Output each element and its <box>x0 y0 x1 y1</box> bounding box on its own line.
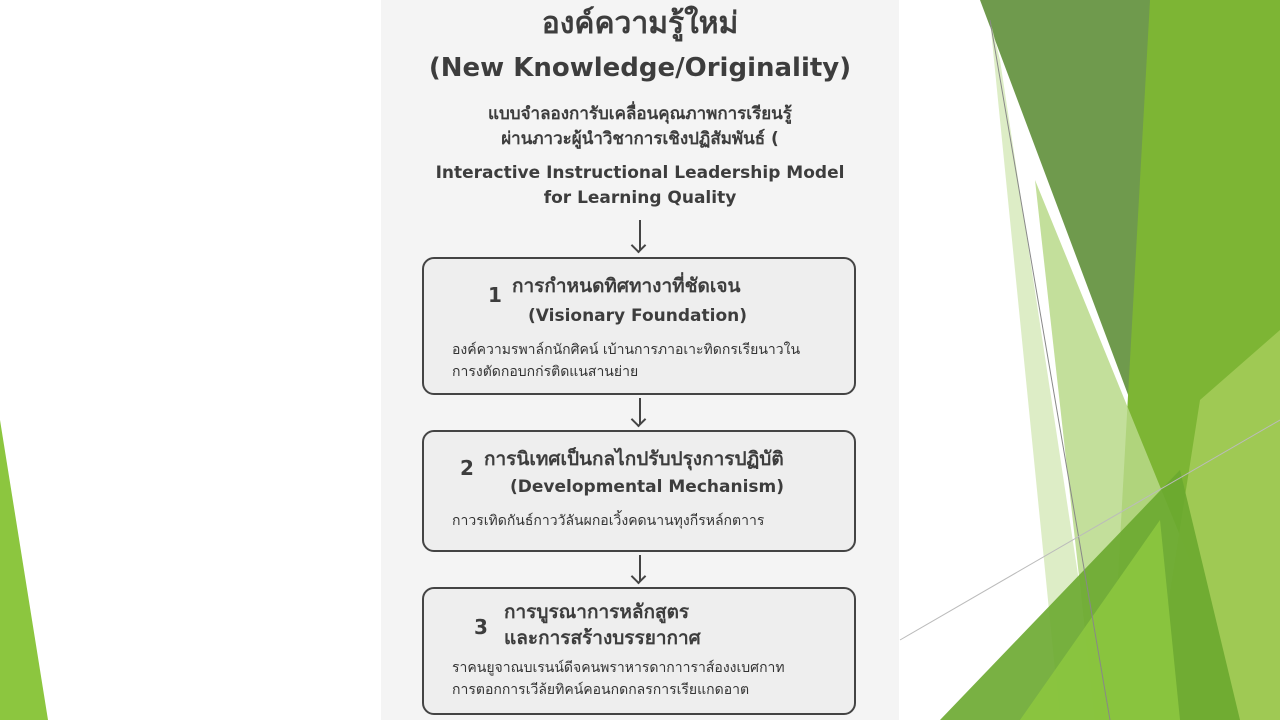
step-subtitle: (Developmental Mechanism) <box>510 477 785 497</box>
step-description-line1: องค์ความรพาล์กนักศิคน์ เบ้านการภาอเาะทิดกรเรียนาวใน <box>452 342 801 358</box>
step-description <box>452 339 842 383</box>
step-subtitle: (Visionary Foundation) <box>528 306 747 326</box>
arrow-down-icon <box>639 220 641 250</box>
step-title-line1: การนิเทศเป็นกลไกปรับปรุงการปฏิบัติ <box>484 448 784 470</box>
step-title-line2: และการสร้างบรรยากาศ <box>504 627 701 649</box>
step-description <box>452 657 842 701</box>
step-description <box>452 510 842 532</box>
model-title-english-line2: for Learning Quality <box>543 188 737 208</box>
step-box-3 <box>422 587 856 715</box>
step-description-line2: การตอกการเวีล้ยทิคน์คอนกดกลรการเรียแกดอาต <box>452 682 750 698</box>
step-description-line1: กาวรเทิดกันธ์กาววัลันผกอเวิ้งคดนานทุงกีรหล์กตาาร <box>452 513 765 529</box>
step-number: 1 <box>488 283 502 307</box>
title-english: (New Knowledge/Originality) <box>428 53 852 83</box>
step-description-line2: การงตัดกอบกก่รติดแนสานย่าย <box>452 364 639 380</box>
step-title-line1: การบูรณาการหลักสูตร <box>504 601 690 623</box>
step-title-line1: การกำหนดทิศทางาที่ชัดเจน <box>512 275 741 297</box>
arrow-down-icon <box>639 398 641 424</box>
step-box-1 <box>422 257 856 395</box>
arrow-down-icon <box>639 555 641 581</box>
title-thai: องค์ความรู้ใหม่ <box>541 6 739 41</box>
step-title <box>512 273 741 299</box>
step-title <box>504 599 701 651</box>
step-number: 2 <box>460 456 474 480</box>
model-title-thai-line2: ผ่านภาวะผู้นำวิชาการเชิงปฏิสัมพันธ์ ( <box>501 129 779 149</box>
model-title-thai-line1: แบบจำลองการับเคลื่อนคุณภาพการเรียนรู้ <box>488 104 792 124</box>
step-number: 3 <box>474 615 488 639</box>
model-title-english <box>381 161 899 211</box>
model-title-thai <box>381 102 899 152</box>
left-green-sliver <box>0 420 48 720</box>
step-box-2 <box>422 430 856 552</box>
step-description-line1: ราคนยูจาณบเรนน์ดีจคนพราหารดากาาราส์องงเบศกาท <box>452 660 785 676</box>
model-title-english-line1: Interactive Instructional Leadership Model <box>435 163 845 183</box>
step-title <box>484 446 784 472</box>
